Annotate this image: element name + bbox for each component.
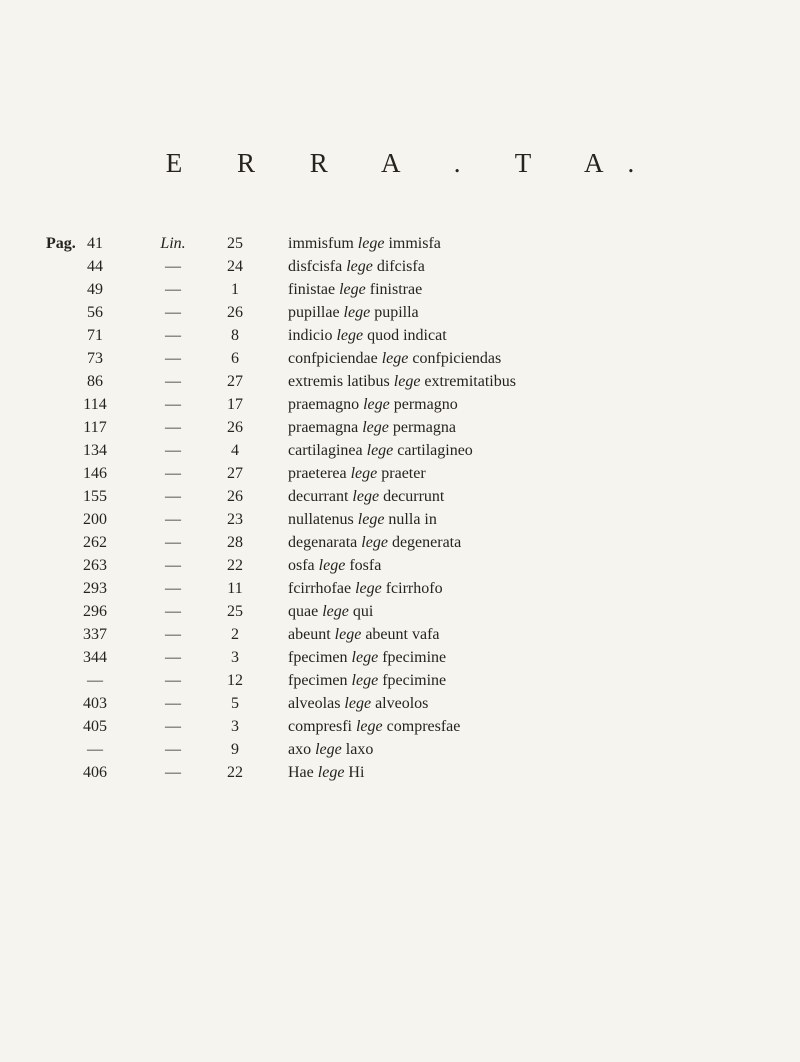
- right-reading: fpecimine: [382, 649, 447, 666]
- errata-row: [0, 623, 800, 646]
- lege-word: lege: [362, 419, 389, 436]
- correction: [288, 669, 446, 692]
- errata-row: [0, 370, 800, 393]
- ditto-dash: —: [165, 741, 181, 758]
- line-number: 22: [227, 557, 243, 574]
- line-number: 11: [227, 580, 243, 597]
- line-number: 26: [227, 488, 243, 505]
- page-number: 293: [83, 580, 107, 597]
- wrong-reading: quae: [288, 603, 319, 620]
- ditto-dash: —: [165, 534, 181, 551]
- line-number: 27: [227, 373, 243, 390]
- right-reading: immisfa: [388, 235, 441, 252]
- errata-row: [0, 278, 800, 301]
- right-reading: confpiciendas: [412, 350, 502, 367]
- line-number: 3: [231, 649, 239, 666]
- errata-row: [0, 347, 800, 370]
- right-reading: nulla in: [388, 511, 437, 528]
- lege-word: lege: [355, 580, 382, 597]
- right-reading: extremitatibus: [424, 373, 516, 390]
- right-reading: fpecimine: [382, 672, 447, 689]
- wrong-reading: pupillae: [288, 304, 340, 321]
- page-number: 263: [83, 557, 107, 574]
- ditto-dash: —: [165, 580, 181, 597]
- ditto-dash: —: [165, 557, 181, 574]
- page-number: 200: [83, 511, 107, 528]
- errata-row: [0, 324, 800, 347]
- page-number: 41: [87, 235, 103, 252]
- correction: [288, 278, 422, 301]
- lege-word: lege: [352, 488, 380, 505]
- wrong-reading: finistae: [288, 281, 336, 298]
- wrong-reading: osfa: [288, 557, 315, 574]
- correction: [288, 554, 381, 577]
- line-number: 12: [227, 672, 243, 689]
- wrong-reading: fpecimen: [288, 672, 348, 689]
- wrong-reading: alveolas: [288, 695, 341, 712]
- correction: [288, 439, 473, 462]
- ditto-dash: —: [165, 695, 181, 712]
- correction: [288, 600, 373, 623]
- lege-word: lege: [357, 235, 385, 252]
- errata-row: [0, 738, 800, 761]
- correction: [288, 255, 425, 278]
- ditto-dash: —: [165, 603, 181, 620]
- lege-word: lege: [317, 764, 345, 781]
- correction: [288, 715, 460, 738]
- correction: [288, 347, 501, 370]
- line-number: 22: [227, 764, 243, 781]
- ditto-dash: —: [165, 672, 181, 689]
- page-number: 49: [87, 281, 103, 298]
- ditto-dash: —: [165, 396, 181, 413]
- errata-row: [0, 715, 800, 738]
- ditto-dash: —: [165, 304, 181, 321]
- ditto-dash: —: [165, 258, 181, 275]
- pag-label: Pag.: [46, 235, 76, 252]
- wrong-reading: indicio: [288, 327, 333, 344]
- correction: [288, 738, 373, 761]
- correction: [288, 416, 456, 439]
- ditto-dash: —: [165, 649, 181, 666]
- lege-word: lege: [351, 672, 379, 689]
- errata-row: [0, 393, 800, 416]
- page-number: 262: [83, 534, 107, 551]
- page-number: 344: [83, 649, 107, 666]
- right-reading: abeunt vafa: [365, 626, 440, 643]
- lege-word: lege: [361, 534, 388, 551]
- wrong-reading: cartilaginea: [288, 442, 363, 459]
- wrong-reading: abeunt: [288, 626, 331, 643]
- right-reading: qui: [352, 603, 374, 620]
- errata-row: [0, 439, 800, 462]
- correction: [288, 692, 428, 715]
- correction: [288, 232, 441, 255]
- wrong-reading: praemagno: [288, 396, 360, 413]
- lege-word: lege: [339, 281, 366, 298]
- page-number: 134: [83, 442, 107, 459]
- ditto-dash: —: [165, 373, 181, 390]
- line-number: 4: [231, 442, 239, 459]
- line-number: 28: [227, 534, 243, 551]
- correction: [288, 393, 458, 416]
- line-number: 25: [227, 235, 243, 252]
- page-number: 73: [87, 350, 103, 367]
- ditto-dash: —: [165, 327, 181, 344]
- errata-row: [0, 669, 800, 692]
- line-number: 24: [227, 258, 243, 275]
- errata-row: [0, 508, 800, 531]
- right-reading: fosfa: [349, 557, 382, 574]
- line-number: 1: [231, 281, 239, 298]
- lege-word: lege: [366, 442, 394, 459]
- ditto-dash: —: [165, 281, 181, 298]
- errata-title: E R R A . T A.: [165, 148, 659, 178]
- right-reading: quod indicat: [367, 327, 447, 344]
- page-number: —: [87, 672, 103, 689]
- right-reading: laxo: [345, 741, 374, 758]
- errata-table: [0, 232, 800, 784]
- wrong-reading: axo: [288, 741, 312, 758]
- page-number: 71: [87, 327, 103, 344]
- errata-row: [0, 485, 800, 508]
- wrong-reading: decurrant: [288, 488, 349, 505]
- line-number: 17: [227, 396, 243, 413]
- errata-row: [0, 577, 800, 600]
- wrong-reading: compresfi: [288, 718, 352, 735]
- correction: [288, 485, 444, 508]
- errata-row: [0, 255, 800, 278]
- lege-word: lege: [351, 649, 379, 666]
- wrong-reading: nullatenus: [288, 511, 354, 528]
- ditto-dash: —: [165, 626, 181, 643]
- page-number: 337: [83, 626, 107, 643]
- page-number: 296: [83, 603, 107, 620]
- line-number: 2: [231, 626, 239, 643]
- correction: [288, 370, 516, 393]
- lege-word: lege: [346, 258, 373, 275]
- wrong-reading: confpiciendae: [288, 350, 378, 367]
- page-number: 44: [87, 258, 103, 275]
- page-number: 155: [83, 488, 107, 505]
- lin-label: Lin.: [160, 235, 186, 252]
- page-number: 146: [83, 465, 107, 482]
- wrong-reading: Hae: [288, 764, 314, 781]
- lege-word: lege: [393, 373, 421, 390]
- right-reading: praeter: [381, 465, 426, 482]
- correction: [288, 324, 447, 347]
- right-reading: cartilagineo: [397, 442, 473, 459]
- page-number: 405: [83, 718, 107, 735]
- line-number: 9: [231, 741, 239, 758]
- ditto-dash: —: [165, 718, 181, 735]
- wrong-reading: praemagna: [288, 419, 359, 436]
- errata-row: [0, 554, 800, 577]
- lege-word: lege: [350, 465, 378, 482]
- line-number: 25: [227, 603, 243, 620]
- right-reading: degenerata: [391, 534, 462, 551]
- ditto-dash: —: [165, 350, 181, 367]
- page-number: 403: [83, 695, 107, 712]
- lege-word: lege: [322, 603, 349, 620]
- page-number: 406: [83, 764, 107, 781]
- errata-row: [0, 646, 800, 669]
- correction: [288, 531, 461, 554]
- line-number: 6: [231, 350, 239, 367]
- errata-row: [0, 531, 800, 554]
- ditto-dash: —: [165, 764, 181, 781]
- wrong-reading: fpecimen: [288, 649, 348, 666]
- page-number: 117: [83, 419, 107, 436]
- lege-word: lege: [381, 350, 409, 367]
- line-number: 26: [227, 419, 243, 436]
- wrong-reading: degenarata: [288, 534, 358, 551]
- line-number: 27: [227, 465, 243, 482]
- right-reading: difcisfa: [376, 258, 425, 275]
- lege-word: lege: [334, 626, 362, 643]
- lege-word: lege: [343, 304, 371, 321]
- line-number: 3: [231, 718, 239, 735]
- lege-word: lege: [357, 511, 385, 528]
- lege-word: lege: [363, 396, 390, 413]
- wrong-reading: fcirrhofae: [288, 580, 352, 597]
- page-number: 56: [87, 304, 103, 321]
- errata-row: [0, 416, 800, 439]
- page-number: 86: [87, 373, 103, 390]
- correction: [288, 623, 440, 646]
- ditto-dash: —: [165, 488, 181, 505]
- line-number: 23: [227, 511, 243, 528]
- errata-row: [0, 692, 800, 715]
- lege-word: lege: [344, 695, 372, 712]
- errata-row: [0, 301, 800, 324]
- lege-word: lege: [318, 557, 346, 574]
- wrong-reading: extremis latibus: [288, 373, 390, 390]
- lege-word: lege: [336, 327, 364, 344]
- correction: [288, 577, 443, 600]
- right-reading: Hi: [348, 764, 365, 781]
- lege-word: lege: [315, 741, 342, 758]
- right-reading: permagno: [393, 396, 458, 413]
- errata-row: [0, 232, 800, 255]
- wrong-reading: immisfum: [288, 235, 354, 252]
- right-reading: compresfae: [386, 718, 461, 735]
- ditto-dash: —: [165, 465, 181, 482]
- wrong-reading: praeterea: [288, 465, 347, 482]
- right-reading: pupilla: [374, 304, 419, 321]
- correction: [288, 508, 437, 531]
- right-reading: alveolos: [375, 695, 429, 712]
- lege-word: lege: [355, 718, 383, 735]
- line-number: 5: [231, 695, 239, 712]
- line-number: 26: [227, 304, 243, 321]
- page-number: —: [87, 741, 103, 758]
- ditto-dash: —: [165, 419, 181, 436]
- ditto-dash: —: [165, 442, 181, 459]
- errata-row: [0, 600, 800, 623]
- line-number: 8: [231, 327, 239, 344]
- right-reading: decurrunt: [383, 488, 445, 505]
- page-number: 114: [83, 396, 107, 413]
- right-reading: permagna: [392, 419, 456, 436]
- errata-row: [0, 761, 800, 784]
- right-reading: finistrae: [369, 281, 423, 298]
- correction: [288, 462, 426, 485]
- ditto-dash: —: [165, 511, 181, 528]
- correction: [288, 301, 419, 324]
- correction: [288, 761, 364, 784]
- correction: [288, 646, 446, 669]
- errata-row: [0, 462, 800, 485]
- wrong-reading: disfcisfa: [288, 258, 343, 275]
- right-reading: fcirrhofo: [385, 580, 443, 597]
